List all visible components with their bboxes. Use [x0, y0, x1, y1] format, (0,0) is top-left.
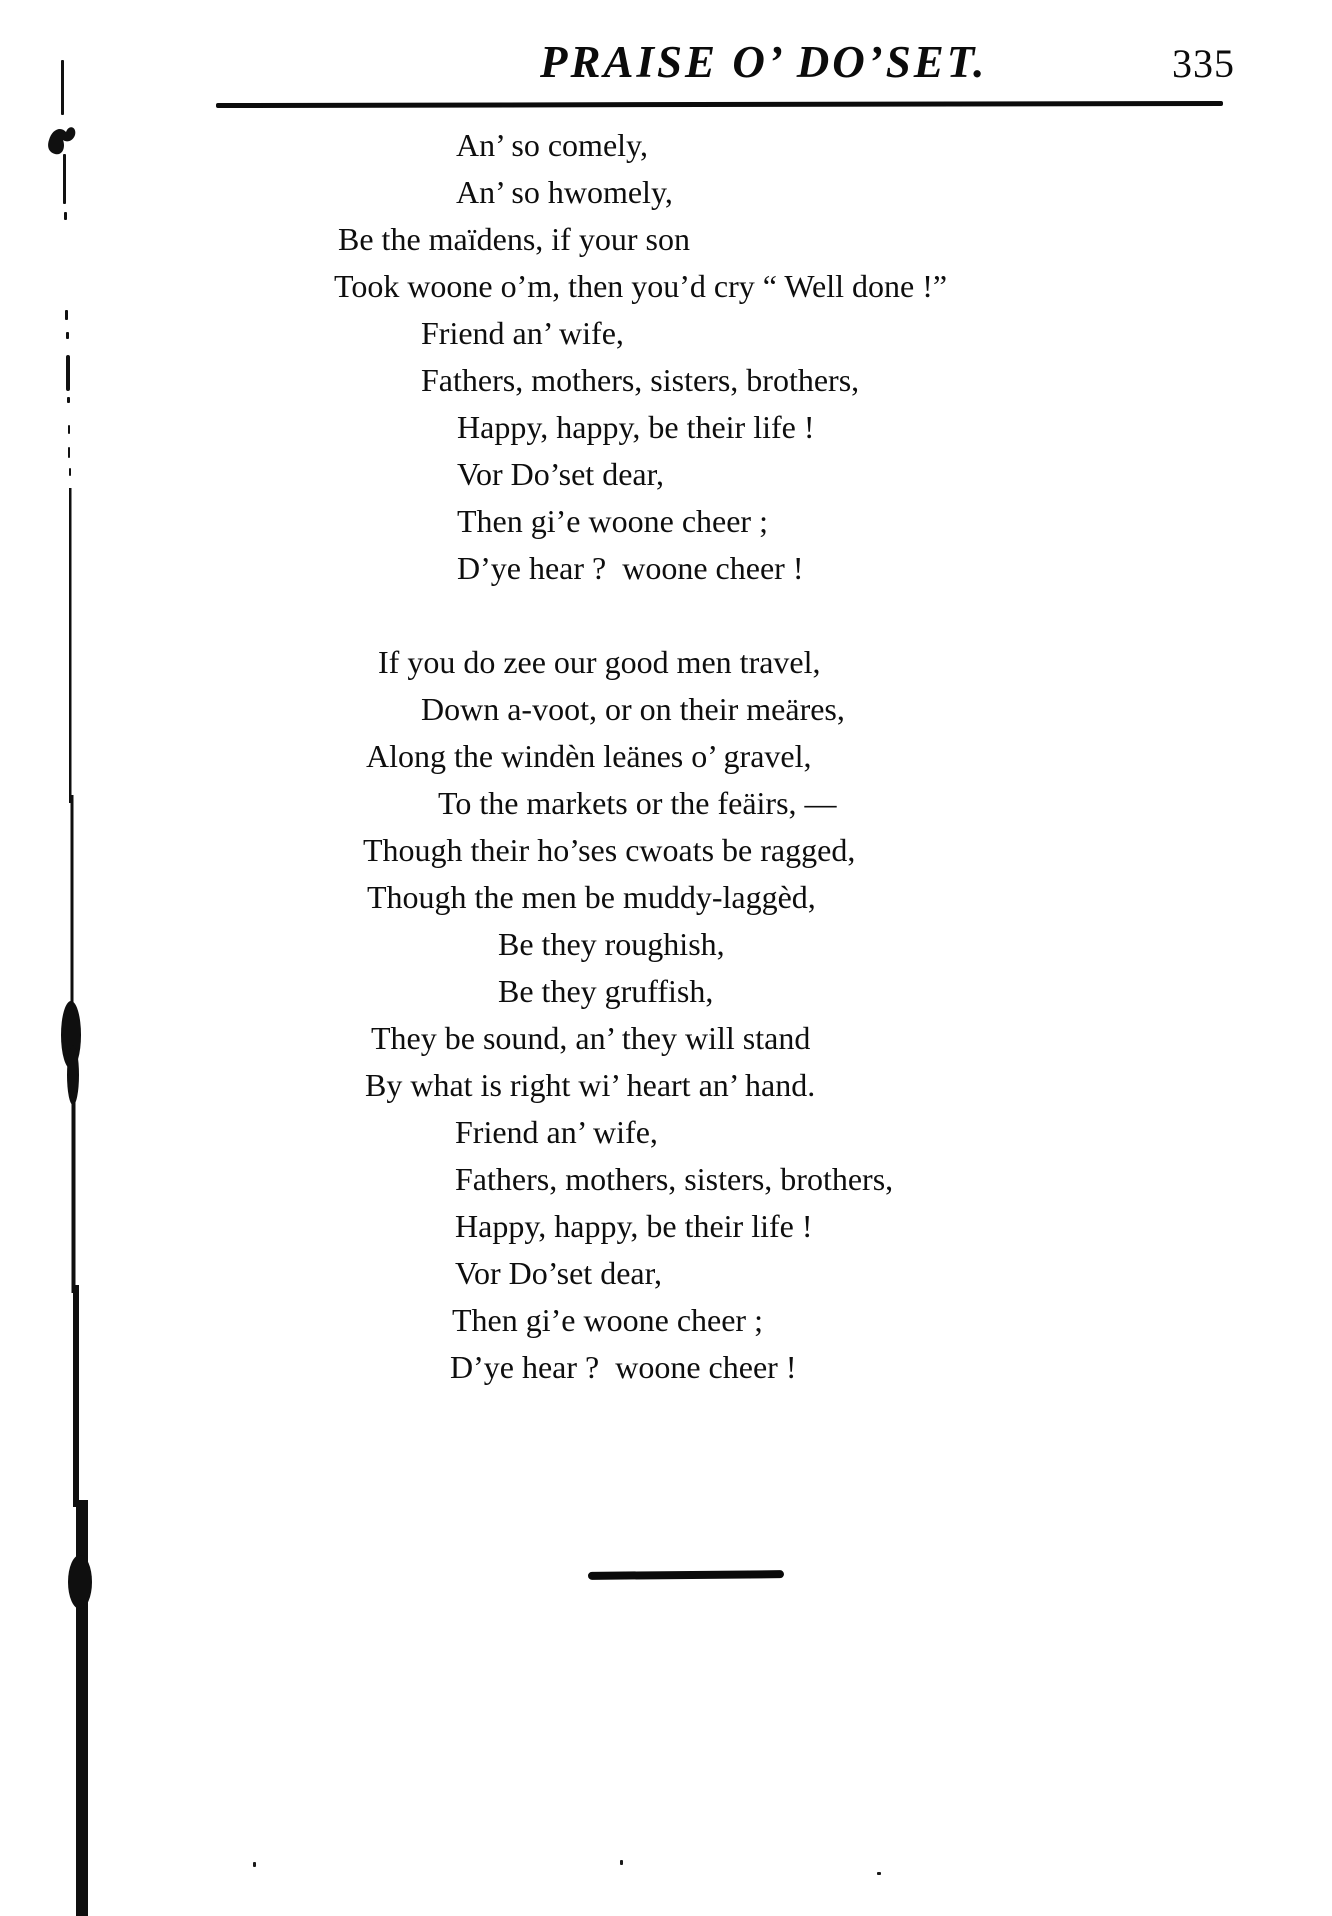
poem-line: Happy, happy, be their life !	[457, 409, 815, 445]
header-rule	[216, 101, 1223, 108]
page-number: 335	[1172, 41, 1235, 86]
scan-speck	[253, 1862, 256, 1867]
ink-blob	[48, 127, 75, 154]
section-end-rule	[588, 1570, 784, 1580]
poem-line: Friend an’ wife,	[421, 315, 624, 351]
poem-line: To the markets or the feäirs, —	[438, 785, 837, 821]
poem-line: Then gi’e woone cheer ;	[452, 1302, 763, 1338]
scan-speck	[620, 1860, 623, 1865]
poem-line: Vor Do’set dear,	[455, 1255, 662, 1291]
poem-line: By what is right wi’ heart an’ hand.	[365, 1067, 816, 1103]
poem-line: Fathers, mothers, sisters, brothers,	[421, 362, 860, 398]
poem-line: Be the maïdens, if your son	[338, 221, 690, 257]
poem-line: If you do zee our good men travel,	[378, 644, 821, 680]
poem-line: Vor Do’set dear,	[457, 456, 664, 492]
poem-line: Be they roughish,	[498, 926, 725, 962]
poem-line: D’ye hear ? woone cheer !	[450, 1349, 797, 1385]
poem-line: An’ so hwomely,	[456, 174, 673, 210]
poem-line: Then gi’e woone cheer ;	[457, 503, 768, 539]
poem	[0, 122, 1332, 1391]
artifact-main-line	[61, 488, 92, 1916]
poem-line: Though the men be muddy-laggèd,	[367, 879, 816, 915]
poem-line: Fathers, mothers, sisters, brothers,	[455, 1161, 894, 1197]
poem-line: Took woone o’m, then you’d cry “ Well done !”	[334, 268, 948, 304]
artifact-upper-dashes	[61, 60, 71, 476]
poem-line: Be they gruffish,	[498, 973, 714, 1009]
poem-line: They be sound, an’ they will stand	[371, 1020, 811, 1056]
page-title: PRAISE O’ DO’SET.	[540, 37, 988, 87]
poem-line: D’ye hear ? woone cheer !	[457, 550, 804, 586]
poem-line: Though their ho’ses cwoats be ragged,	[363, 832, 856, 868]
poem-line: Friend an’ wife,	[455, 1114, 658, 1150]
poem-line: Happy, happy, be their life !	[455, 1208, 813, 1244]
poem-line: Along the windèn leänes o’ gravel,	[366, 738, 812, 774]
poem-line: Down a-voot, or on their meäres,	[421, 691, 845, 727]
poem-line: An’ so comely,	[456, 127, 648, 163]
scan-artifact-left-edge	[0, 0, 120, 1916]
scan-speck	[877, 1872, 881, 1875]
